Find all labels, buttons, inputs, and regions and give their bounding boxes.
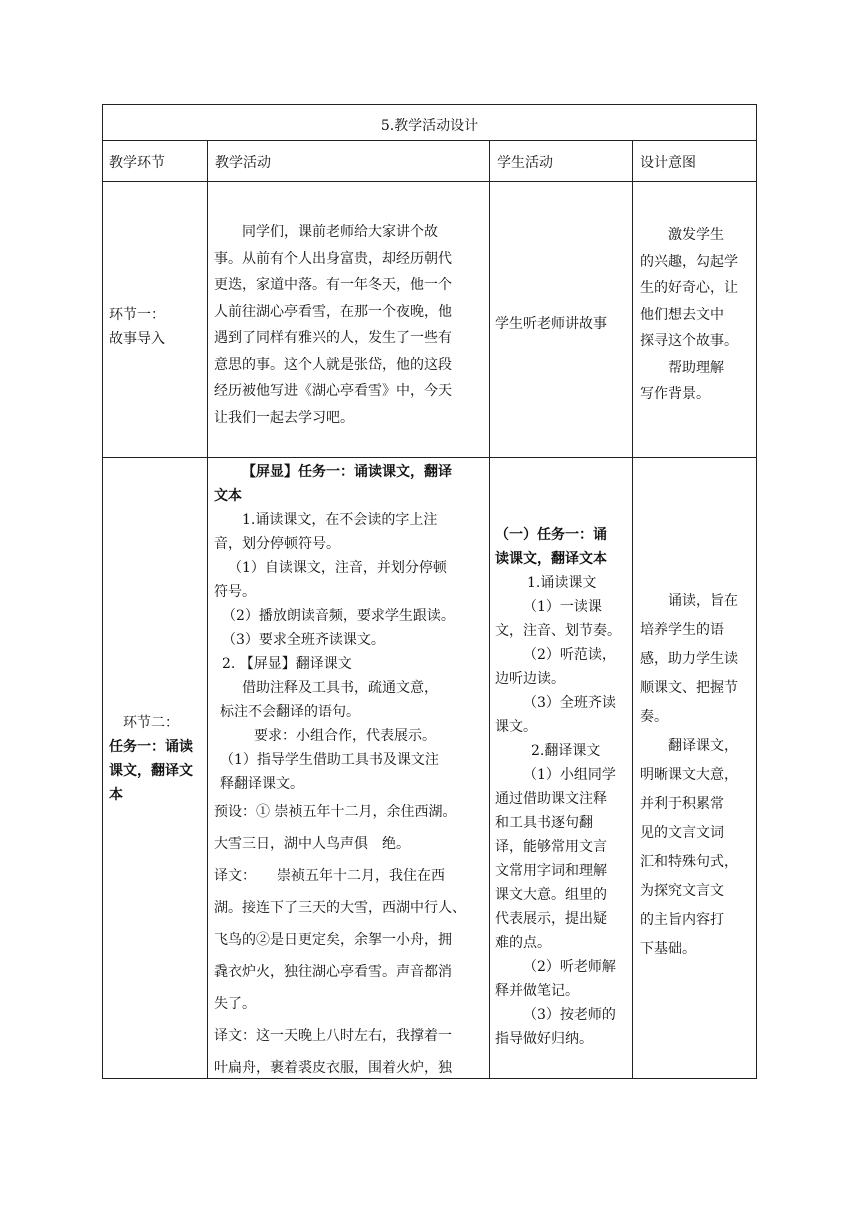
stage-line: 课文，翻译文 (109, 763, 193, 779)
column-divider (489, 140, 490, 1078)
intent-line: 汇和特殊句式， (640, 854, 738, 870)
activity-line: 经历被他写进《湖心亭看雪》中，今天 (214, 383, 452, 399)
activity-line: 叶扁舟，裹着裘皮衣服，围着火炉，独 (214, 1060, 452, 1076)
intent-line: 写作背景。 (640, 386, 710, 402)
header-activity: 教学活动 (215, 155, 271, 171)
student-line: （2）听范读， (523, 647, 616, 663)
stage-line: 环节一： (109, 307, 165, 323)
intent-line: 他们想去文中 (640, 306, 724, 323)
activity-line: 事。从前有个人出身富贵，却经历朝代 (214, 250, 452, 267)
activity-line: 遇到了同样有雅兴的人，发生了一些有 (214, 330, 452, 346)
intent-line: 的主旨内容打 (640, 912, 724, 928)
student-line: 读课文，翻译文本 (495, 551, 607, 567)
row-divider (103, 181, 756, 182)
stage-line: 任务一：诵读 (109, 739, 193, 755)
intent-line: 下基础。 (640, 941, 696, 957)
student-line: 和工具书逐句翻 (495, 815, 593, 831)
activity-line: 更迭，家道中落。有一年冬天，他一个 (214, 277, 452, 293)
activity-line: 译文：这一天晚上八时左右，我撑着一 (214, 1028, 452, 1044)
activity-line: 2. 【屏显】翻译课文 (222, 656, 352, 672)
student-line: 难的点。 (495, 935, 551, 951)
student-line: 通过借助课文注释 (495, 791, 607, 807)
activity-line: 意思的事。这个人就是张岱，他的这段 (214, 356, 452, 373)
activity-line: 释翻译课文。 (220, 776, 304, 792)
activity-line: 让我们一起去学习吧。 (214, 409, 354, 426)
activity-line: 人前往湖心亭看雪，在那一个夜晚，他 (214, 303, 452, 320)
intent-line: 的兴趣，勾起学 (640, 253, 738, 270)
student-line: 边听边读。 (495, 671, 565, 687)
student-line: 2.翻译课文 (531, 743, 601, 759)
activity-line: 大雪三日，湖中人鸟声俱 绝。 (214, 836, 410, 852)
intent-line: 培养学生的语 (640, 622, 724, 638)
row2-activity (214, 460, 487, 1084)
student-line: （一）任务一：诵 (495, 527, 607, 543)
row1-stage (109, 303, 205, 351)
column-divider (632, 140, 633, 1078)
row-divider (103, 457, 756, 458)
intent-line: 感，助力学生读 (640, 651, 738, 667)
header-stage: 教学环节 (109, 155, 165, 171)
stage-line: 环节二： (123, 715, 179, 731)
student-line: 1.诵读课文 (527, 575, 597, 591)
intent-line: 帮助理解 (668, 359, 724, 376)
student-line: 文，注音、划节奏。 (495, 623, 621, 639)
activity-line: 飞鸟的②是日更定矣，余挐一小舟，拥 (214, 932, 452, 948)
row-divider (103, 140, 756, 141)
student-line: 指导做好归纳。 (495, 1031, 593, 1047)
intent-line: 为探究文言文 (640, 883, 724, 899)
activity-line: 【屏显】任务一：诵读课文，翻译 (242, 464, 452, 480)
column-divider (207, 140, 208, 1078)
activity-line: 音，划分停顿符号。 (214, 536, 340, 552)
intent-line: 探寻这个故事。 (640, 333, 738, 349)
table-title: 5.教学活动设计 (380, 118, 479, 134)
intent-line: 诵读，旨在 (668, 593, 738, 609)
student-line: （2）听老师解 (523, 959, 616, 975)
stage-line: 本 (109, 787, 123, 803)
activity-line: 1.诵读课文，在不会读的字上注 (242, 512, 438, 528)
intent-line: 奏。 (640, 709, 668, 725)
activity-line: （1）指导学生借助工具书及课文注 (220, 752, 439, 768)
intent-line: 翻译课文， (668, 738, 738, 754)
intent-line: 明晰课文大意， (640, 767, 738, 783)
student-line: 文常用字词和理解 (495, 863, 607, 879)
row1-intent (640, 222, 756, 408)
student-line: 译，能够常用文言 (495, 839, 607, 855)
student-line: （3）按老师的 (523, 1007, 616, 1023)
activity-line: 湖。接连下了三天的大雪，西湖中行人、 (214, 900, 466, 916)
activity-line: 要求：小组合作，代表展示。 (254, 728, 436, 744)
intent-line: 激发学生 (668, 227, 724, 243)
student-line: （3）全班齐读 (523, 695, 616, 711)
activity-line: （1）自读课文，注音，并划分停顿 (228, 560, 447, 576)
row2-student (495, 523, 630, 1051)
student-line: 释并做笔记。 (495, 983, 579, 999)
activity-line: 预设：① 崇祯五年十二月，余住西湖。 (214, 804, 457, 820)
student-line: 课文大意。组里的 (495, 887, 607, 903)
student-line: （1）一读课 (523, 599, 602, 615)
activity-line: 借助注释及工具书，疏通文意， (242, 680, 438, 696)
student-line: 学生听老师讲故事 (495, 316, 607, 332)
row2-intent (640, 587, 755, 964)
lesson-design-table (102, 104, 757, 1079)
activity-line: 同学们，课前老师给大家讲个故 (242, 224, 438, 240)
intent-line: 见的文言文词 (640, 825, 724, 841)
activity-line: 文本 (214, 488, 242, 504)
activity-line: 标注不会翻译的语句。 (220, 704, 360, 720)
activity-line: 失了。 (214, 996, 256, 1012)
activity-line: （3）要求全班齐读课文。 (222, 632, 385, 648)
student-line: 课文。 (495, 719, 537, 735)
header-intent: 设计意图 (640, 155, 696, 171)
intent-line: 生的好奇心，让 (640, 280, 738, 296)
activity-line: （2）播放朗读音频，要求学生跟读。 (222, 608, 455, 624)
header-student: 学生活动 (497, 155, 553, 171)
stage-line: 故事导入 (109, 331, 165, 347)
activity-line: 毳衣炉火，独往湖心亭看雪。声音都消 (214, 964, 452, 980)
intent-line: 顺课文、把握节 (640, 680, 738, 696)
row1-student (495, 312, 631, 336)
activity-line: 译文： 崇祯五年十二月，我住在西 (214, 868, 445, 884)
student-line: （1）小组同学 (523, 767, 616, 783)
activity-line: 符号。 (214, 584, 256, 600)
row2-stage (109, 711, 205, 807)
student-line: 代表展示，提出疑 (495, 911, 607, 927)
intent-line: 并利于积累常 (640, 796, 724, 812)
row1-activity (214, 219, 486, 431)
